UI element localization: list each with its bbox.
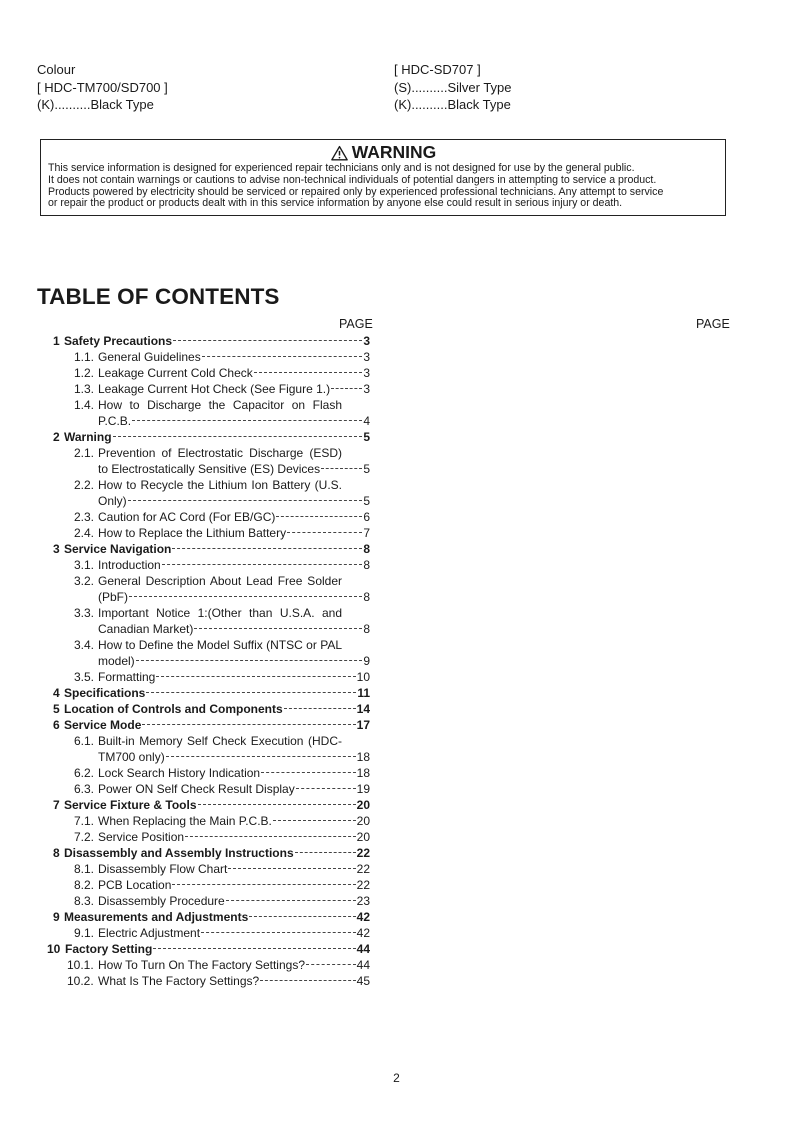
toc-leader-dots	[156, 676, 355, 677]
colour-info-left	[37, 61, 168, 114]
toc-leader-dots	[172, 884, 355, 885]
warning-title: WARNING	[351, 142, 437, 162]
toc-leader-dots	[249, 916, 355, 917]
toc-subsection[interactable]	[0, 637, 400, 669]
toc-number: 1.4.	[74, 398, 95, 412]
toc-leader-dots	[201, 932, 356, 933]
toc-title-line: General Description About Lead Free Solder	[98, 574, 342, 588]
toc-entry-title: How to Replace the Lithium Battery	[98, 526, 287, 540]
toc-number: 1	[53, 334, 60, 348]
toc-entry-title: Only)	[98, 494, 127, 508]
toc-section[interactable]	[0, 541, 400, 557]
toc-entry-title: General Guidelines	[98, 350, 201, 364]
toc-page-number: 9	[363, 654, 370, 668]
toc-entry-title: Safety Precautions	[64, 334, 173, 348]
toc-number: 6	[53, 718, 60, 732]
toc-entry-title: Service Mode	[64, 718, 142, 732]
toc-leader-dots	[166, 756, 356, 757]
toc-subsection[interactable]	[0, 365, 400, 381]
page-column-header: PAGE	[696, 317, 730, 331]
toc-entry-title: Measurements and Adjustments	[64, 910, 249, 924]
toc-leader-dots	[273, 820, 356, 821]
toc-number: 8.1.	[74, 862, 95, 876]
toc-page-number: 8	[363, 558, 370, 572]
toc-leader-dots	[296, 788, 356, 789]
toc-subsection[interactable]	[0, 925, 400, 941]
toc-number: 6.1.	[74, 734, 95, 748]
toc-section[interactable]	[0, 685, 400, 701]
toc-number: 2.4.	[74, 526, 95, 540]
toc-section[interactable]	[0, 701, 400, 717]
toc-page-number: 8	[363, 590, 370, 604]
toc-number: 8.3.	[74, 894, 95, 908]
model-group-label: [ HDC-SD707 ]	[394, 62, 481, 77]
toc-leader-dots	[228, 868, 355, 869]
warning-text-line: or repair the product or products dealt with in this service information by anyone else could result in serious injury or death.	[48, 197, 623, 210]
toc-subsection[interactable]	[0, 669, 400, 685]
toc-entry-title: Canadian Market)	[98, 622, 194, 636]
toc-number: 7.2.	[74, 830, 95, 844]
toc-section[interactable]	[0, 845, 400, 861]
toc-subsection[interactable]	[0, 349, 400, 365]
toc-leader-dots	[202, 356, 363, 357]
colour-option: (K)..........Black Type	[37, 97, 154, 112]
toc-page-number: 5	[363, 430, 370, 444]
toc-entry-title: What Is The Factory Settings?	[98, 974, 260, 988]
toc-title-line: How to Discharge the Capacitor on Flash	[98, 398, 342, 412]
toc-entry-title: Disassembly Flow Chart	[98, 862, 228, 876]
toc-number: 6.2.	[74, 766, 95, 780]
toc-subsection[interactable]	[0, 973, 400, 989]
toc-leader-dots	[153, 948, 355, 949]
toc-subsection[interactable]	[0, 445, 400, 477]
toc-number: 3	[53, 542, 60, 556]
toc-number: 10	[47, 942, 61, 956]
toc-entry-title: P.C.B.	[98, 414, 132, 428]
toc-number: 1.3.	[74, 382, 95, 396]
toc-number: 1.1.	[74, 350, 95, 364]
toc-leader-dots	[172, 548, 362, 549]
toc-page-number: 3	[363, 334, 370, 348]
toc-page-number: 18	[356, 750, 370, 764]
colour-option: (S)..........Silver Type	[394, 79, 512, 95]
toc-entry-title: Disassembly Procedure	[98, 894, 225, 908]
toc-entry-title: How To Turn On The Factory Settings?	[98, 958, 305, 972]
toc-page-number: 4	[363, 414, 370, 428]
toc-subsection[interactable]	[0, 957, 400, 973]
toc-leader-dots	[287, 532, 362, 533]
toc-page-number: 5	[363, 494, 370, 508]
toc-entry-title: Power ON Self Check Result Display	[98, 782, 295, 796]
toc-page-number: 45	[356, 974, 370, 988]
toc-page-number: 8	[363, 622, 370, 636]
toc-number: 2.1.	[74, 446, 95, 460]
toc-entry-title: Leakage Current Hot Check (See Figure 1.)	[98, 382, 331, 396]
warning-box	[40, 139, 726, 216]
toc-number: 2	[53, 430, 60, 444]
toc-number: 3.1.	[74, 558, 95, 572]
toc-number: 7.1.	[74, 814, 95, 828]
toc-title-line: Important Notice 1:(Other than U.S.A. and	[98, 606, 342, 620]
toc-leader-dots	[162, 564, 363, 565]
toc-number: 3.3.	[74, 606, 95, 620]
toc-entry-title: to Electrostatically Sensitive (ES) Devices	[98, 462, 321, 476]
toc-entry-title: Formatting	[98, 670, 156, 684]
warning-heading	[48, 142, 719, 163]
toc-page-number: 8	[363, 542, 370, 556]
toc-list	[0, 333, 400, 989]
page-number: 2	[393, 1071, 400, 1085]
toc-section[interactable]	[0, 909, 400, 925]
toc-subsection[interactable]	[0, 573, 400, 605]
toc-number: 10.1.	[67, 958, 94, 972]
toc-title-line: How to Define the Model Suffix (NTSC or PAL	[98, 638, 342, 652]
toc-section[interactable]	[0, 429, 400, 445]
toc-leader-dots	[113, 436, 363, 437]
toc-page-number: 20	[356, 830, 370, 844]
toc-page-number: 14	[356, 702, 370, 716]
toc-page-number: 44	[356, 958, 370, 972]
toc-subsection[interactable]	[0, 765, 400, 781]
toc-leader-dots	[194, 628, 362, 629]
toc-number: 10.2.	[67, 974, 94, 988]
toc-page-number: 3	[363, 382, 370, 396]
toc-leader-dots	[226, 900, 356, 901]
toc-page-number: 23	[356, 894, 370, 908]
toc-entry-title: Service Navigation	[64, 542, 172, 556]
toc-page-number: 5	[363, 462, 370, 476]
toc-entry-title: (PbF)	[98, 590, 128, 604]
toc-number: 6.3.	[74, 782, 95, 796]
toc-number: 8	[53, 846, 60, 860]
toc-entry-title: Lock Search History Indication	[98, 766, 261, 780]
toc-section[interactable]	[0, 797, 400, 813]
toc-subsection[interactable]	[0, 557, 400, 573]
toc-leader-dots	[136, 660, 363, 661]
toc-subsection[interactable]	[0, 525, 400, 541]
toc-page-number: 3	[363, 350, 370, 364]
toc-page-number: 6	[363, 510, 370, 524]
toc-page-number: 20	[356, 814, 370, 828]
toc-number: 9.1.	[74, 926, 95, 940]
toc-entry-title: Electric Adjustment	[98, 926, 201, 940]
toc-entry-title: Service Fixture & Tools	[64, 798, 197, 812]
toc-page-number: 11	[357, 686, 370, 700]
toc-leader-dots	[142, 724, 355, 725]
toc-page-number: 44	[356, 942, 370, 956]
page-column-header: PAGE	[339, 317, 373, 331]
toc-number: 3.2.	[74, 574, 95, 588]
toc-entry-title: Introduction	[98, 558, 161, 572]
toc-page-number: 20	[356, 798, 370, 812]
toc-page-number: 22	[356, 846, 370, 860]
toc-page-number: 18	[356, 766, 370, 780]
toc-subsection[interactable]	[0, 509, 400, 525]
toc-number: 3.5.	[74, 670, 95, 684]
toc-leader-dots	[198, 804, 356, 805]
toc-leader-dots	[185, 836, 356, 837]
toc-leader-dots	[128, 500, 363, 501]
toc-entry-title: Warning	[64, 430, 112, 444]
toc-number: 4	[53, 686, 60, 700]
toc-subsection[interactable]	[0, 477, 400, 509]
warning-triangle-icon	[331, 145, 348, 161]
toc-subsection[interactable]	[0, 813, 400, 829]
toc-page-number: 17	[356, 718, 370, 732]
model-group-label: [ HDC-TM700/SD700 ]	[37, 79, 168, 95]
toc-title: TABLE OF CONTENTS	[37, 284, 280, 309]
toc-entry-title: TM700 only)	[98, 750, 165, 764]
toc-page-number: 22	[356, 878, 370, 892]
toc-entry-title: Disassembly and Assembly Instructions	[64, 846, 294, 860]
toc-page-number: 10	[356, 670, 370, 684]
toc-entry-title: PCB Location	[98, 878, 172, 892]
toc-entry-title: Caution for AC Cord (For EB/GC)	[98, 510, 276, 524]
toc-title-line: How to Recycle the Lithium Ion Battery (U.S.	[98, 478, 342, 492]
toc-subsection[interactable]	[0, 781, 400, 797]
toc-leader-dots	[321, 468, 362, 469]
toc-leader-dots	[146, 692, 356, 693]
toc-leader-dots	[261, 772, 356, 773]
toc-page-number: 3	[363, 366, 370, 380]
warning-text-line: It does not contain warnings or cautions to advise non-technical individuals of potential dangers in attempting to service a product.	[48, 173, 657, 186]
toc-section[interactable]	[0, 333, 400, 349]
toc-leader-dots	[295, 852, 356, 853]
toc-leader-dots	[260, 980, 355, 981]
toc-entry-title: When Replacing the Main P.C.B.	[98, 814, 272, 828]
toc-page-number: 22	[356, 862, 370, 876]
toc-title-line: Built-in Memory Self Check Execution (HDC-	[98, 734, 342, 748]
toc-leader-dots	[284, 708, 356, 709]
colour-info-right	[394, 61, 512, 114]
toc-entry-title: Location of Controls and Components	[64, 702, 283, 716]
warning-text-line: Products powered by electricity should be serviced or repaired only by experienced professional technicians. Any attempt to service	[48, 185, 664, 198]
toc-number: 2.3.	[74, 510, 95, 524]
toc-subsection[interactable]	[0, 605, 400, 637]
toc-number: 7	[53, 798, 60, 812]
toc-entry-title: Leakage Current Cold Check	[98, 366, 253, 380]
toc-entry-title: Service Position	[98, 830, 185, 844]
toc-subsection[interactable]	[0, 877, 400, 893]
toc-section[interactable]	[0, 717, 400, 733]
toc-number: 9	[53, 910, 60, 924]
toc-subsection[interactable]	[0, 733, 400, 765]
toc-page-number: 42	[356, 926, 370, 940]
toc-number: 8.2.	[74, 878, 95, 892]
toc-section[interactable]	[0, 941, 400, 957]
toc-leader-dots	[173, 340, 362, 341]
toc-page-number: 19	[356, 782, 370, 796]
toc-entry-title: model)	[98, 654, 135, 668]
toc-subsection[interactable]	[0, 829, 400, 845]
colour-option: (K)..........Black Type	[394, 97, 511, 112]
colour-heading: Colour	[37, 62, 76, 77]
toc-leader-dots	[306, 964, 356, 965]
toc-subsection[interactable]	[0, 397, 400, 429]
toc-leader-dots	[132, 420, 362, 421]
toc-leader-dots	[331, 388, 362, 389]
toc-number: 5	[53, 702, 60, 716]
toc-entry-title: Specifications	[64, 686, 146, 700]
warning-text-line: This service information is designed for experienced repair technicians only and is not designed for use by the general public.	[48, 162, 635, 174]
toc-entry-title: Factory Setting	[65, 942, 153, 956]
toc-number: 2.2.	[74, 478, 95, 492]
toc-number: 3.4.	[74, 638, 95, 652]
toc-title-line: Prevention of Electrostatic Discharge (ESD)	[98, 446, 342, 460]
toc-subsection[interactable]	[0, 861, 400, 877]
toc-leader-dots	[254, 372, 363, 373]
toc-leader-dots	[276, 516, 362, 517]
toc-page-number: 42	[356, 910, 370, 924]
toc-leader-dots	[129, 596, 362, 597]
toc-subsection[interactable]	[0, 893, 400, 909]
toc-page-number: 7	[363, 526, 370, 540]
toc-subsection[interactable]	[0, 381, 400, 397]
toc-number: 1.2.	[74, 366, 95, 380]
